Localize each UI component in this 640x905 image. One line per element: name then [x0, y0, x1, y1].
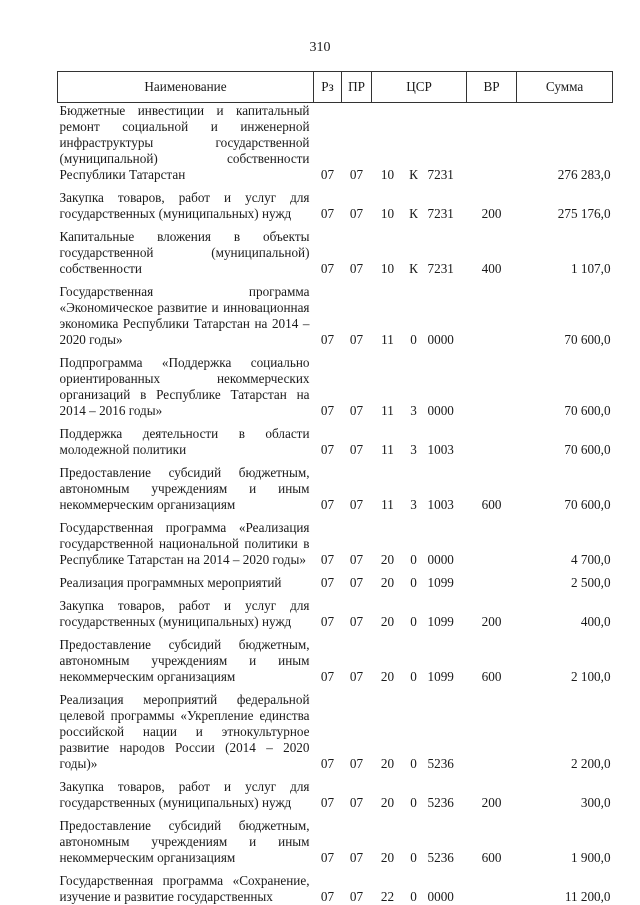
table-row [58, 426, 613, 458]
cell-csr-code: 5236 [427, 795, 454, 810]
cell-csr-code: 1003 [427, 497, 454, 512]
cell-vr: 200 [481, 206, 502, 221]
cell-csr-subprogram: 0 [410, 889, 417, 904]
header-pr: ПР [342, 72, 372, 103]
budget-table [57, 71, 613, 905]
cell-name: Реализация программных мероприятий [59, 575, 282, 590]
cell-pr: 07 [349, 206, 364, 221]
row-spacer-cell [58, 772, 613, 779]
row-spacer [58, 685, 613, 692]
cell-sum: 70 600,0 [564, 332, 611, 347]
cell-csr-subprogram: 0 [410, 332, 417, 347]
cell-csr-code: 7231 [427, 167, 454, 182]
table-row [58, 465, 613, 513]
cell-rz: 07 [320, 206, 335, 221]
cell-vr: 400 [481, 261, 502, 276]
cell-rz: 07 [320, 795, 335, 810]
cell-pr: 07 [349, 889, 364, 904]
cell-vr: 200 [481, 795, 502, 810]
header-sum: Сумма [517, 72, 613, 103]
cell-csr-program: 20 [380, 552, 395, 567]
table-row [58, 598, 613, 630]
cell-csr-code: 5236 [427, 756, 454, 771]
cell-pr: 07 [349, 442, 364, 457]
cell-csr-program: 20 [380, 614, 395, 629]
cell-rz: 07 [320, 889, 335, 904]
table-row [58, 692, 613, 772]
table-row [58, 873, 613, 905]
cell-csr-subprogram: 0 [410, 552, 417, 567]
cell-sum: 70 600,0 [564, 403, 611, 418]
cell-csr-subprogram: 0 [410, 614, 417, 629]
table-row [58, 229, 613, 277]
cell-pr: 07 [349, 795, 364, 810]
cell-csr-subprogram: К [409, 261, 418, 276]
cell-sum: 70 600,0 [564, 442, 611, 457]
cell-csr-program: 11 [381, 442, 394, 457]
cell-name: Бюджетные инвестиции и капитальный ремонт социальной и инженерной инфраструктуры государственной (муниципальной) собственности Республики Татарстан [59, 103, 310, 182]
row-spacer [58, 866, 613, 873]
cell-csr-program: 10 [380, 261, 395, 276]
row-spacer [58, 630, 613, 637]
row-spacer-cell [58, 458, 613, 465]
cell-name: Предоставление субсидий бюджетным, автономным учреждениям и иным некоммерческим организациям [59, 465, 310, 512]
row-spacer [58, 811, 613, 818]
cell-name: Предоставление субсидий бюджетным, автономным учреждениям и иным некоммерческим организациям [59, 818, 310, 865]
cell-vr [467, 355, 517, 419]
cell-sum: 300,0 [580, 795, 611, 810]
cell-rz: 07 [320, 850, 335, 865]
cell-csr-code: 0000 [427, 889, 454, 904]
cell-sum: 2 100,0 [570, 669, 611, 684]
header-vr: ВР [467, 72, 517, 103]
cell-rz: 07 [320, 261, 335, 276]
cell-csr-program: 20 [380, 850, 395, 865]
row-spacer-cell [58, 591, 613, 598]
cell-vr [467, 284, 517, 348]
cell-csr-subprogram: 0 [410, 850, 417, 865]
cell-sum: 400,0 [580, 614, 611, 629]
cell-pr: 07 [349, 403, 364, 418]
row-spacer [58, 419, 613, 426]
cell-vr [467, 520, 517, 568]
row-spacer-cell [58, 513, 613, 520]
cell-vr: 600 [481, 850, 502, 865]
cell-csr-program: 10 [380, 167, 395, 182]
cell-csr-code: 1099 [427, 575, 454, 590]
cell-name: Государственная программа «Сохранение, изучение и развитие государственных [59, 873, 310, 904]
table-row [58, 637, 613, 685]
cell-csr-code: 1003 [427, 442, 454, 457]
cell-csr-program: 20 [380, 795, 395, 810]
row-spacer-cell [58, 277, 613, 284]
cell-vr [467, 103, 517, 184]
cell-name: Реализация мероприятий федеральной целевой программы «Укрепление единства российской нации и этнокультурное развитие народов России (2014 – 2020 годы)» [59, 692, 310, 771]
table-row [58, 520, 613, 568]
cell-csr-code: 1099 [427, 669, 454, 684]
cell-rz: 07 [320, 403, 335, 418]
row-spacer [58, 568, 613, 575]
table-row [58, 103, 613, 184]
table-row [58, 355, 613, 419]
cell-csr-program: 10 [380, 206, 395, 221]
cell-vr: 600 [481, 669, 502, 684]
cell-csr-subprogram: 3 [410, 403, 417, 418]
row-spacer [58, 458, 613, 465]
cell-pr: 07 [349, 167, 364, 182]
cell-rz: 07 [320, 332, 335, 347]
cell-csr-code: 0000 [427, 552, 454, 567]
row-spacer-cell [58, 630, 613, 637]
cell-pr: 07 [349, 669, 364, 684]
cell-csr-program: 20 [380, 669, 395, 684]
cell-sum: 11 200,0 [564, 889, 611, 904]
cell-sum: 1 107,0 [570, 261, 611, 276]
table-row [58, 779, 613, 811]
cell-vr [467, 873, 517, 905]
cell-csr-subprogram: 0 [410, 756, 417, 771]
cell-sum: 275 176,0 [557, 206, 611, 221]
cell-name: Закупка товаров, работ и услуг для государственных (муниципальных) нужд [59, 598, 310, 629]
cell-rz: 07 [320, 614, 335, 629]
row-spacer-cell [58, 183, 613, 190]
row-spacer [58, 222, 613, 229]
row-spacer-cell [58, 866, 613, 873]
cell-csr-program: 11 [381, 332, 394, 347]
header-csr: ЦСР [372, 72, 467, 103]
table-header [58, 72, 613, 103]
cell-pr: 07 [349, 614, 364, 629]
cell-pr: 07 [349, 552, 364, 567]
cell-csr-subprogram: 0 [410, 795, 417, 810]
row-spacer [58, 513, 613, 520]
cell-rz: 07 [320, 756, 335, 771]
cell-vr [467, 426, 517, 458]
cell-csr-subprogram: 3 [410, 442, 417, 457]
cell-rz: 07 [320, 669, 335, 684]
cell-csr-subprogram: 3 [410, 497, 417, 512]
cell-rz: 07 [320, 442, 335, 457]
cell-name: Подпрограмма «Поддержка социально ориентированных некоммерческих организаций в Республике Татарстан на 2014 – 2016 годы» [59, 355, 310, 418]
row-spacer-cell [58, 811, 613, 818]
cell-csr-code: 5236 [427, 850, 454, 865]
cell-name: Капитальные вложения в объекты государственной (муниципальной) собственности [59, 229, 310, 276]
cell-pr: 07 [349, 497, 364, 512]
row-spacer [58, 348, 613, 355]
row-spacer-cell [58, 348, 613, 355]
cell-pr: 07 [349, 332, 364, 347]
header-rz: Рз [314, 72, 342, 103]
cell-sum: 276 283,0 [557, 167, 611, 182]
page-number: 310 [309, 40, 331, 55]
cell-csr-subprogram: 0 [410, 669, 417, 684]
cell-csr-program: 11 [381, 497, 394, 512]
cell-pr: 07 [349, 575, 364, 590]
cell-vr [467, 575, 517, 591]
cell-name: Предоставление субсидий бюджетным, автономным учреждениям и иным некоммерческим организациям [59, 637, 310, 684]
cell-csr-code: 0000 [427, 332, 454, 347]
row-spacer [58, 772, 613, 779]
table-row [58, 575, 613, 591]
table-row [58, 190, 613, 222]
cell-csr-code: 1099 [427, 614, 454, 629]
cell-vr [467, 692, 517, 772]
table-row [58, 818, 613, 866]
cell-pr: 07 [349, 756, 364, 771]
table-row [58, 284, 613, 348]
cell-name: Поддержка деятельности в области молодежной политики [59, 426, 310, 457]
row-spacer-cell [58, 222, 613, 229]
cell-rz: 07 [320, 575, 335, 590]
row-spacer-cell [58, 568, 613, 575]
cell-csr-code: 7231 [427, 261, 454, 276]
cell-csr-program: 11 [381, 403, 394, 418]
cell-vr: 200 [481, 614, 502, 629]
table-body [58, 103, 613, 905]
cell-csr-subprogram: К [409, 206, 418, 221]
cell-csr-code: 0000 [427, 403, 454, 418]
cell-csr-program: 22 [380, 889, 395, 904]
cell-vr: 600 [481, 497, 502, 512]
cell-name: Государственная программа «Реализация государственной национальной политики в Республике Татарстан на 2014 – 2020 годы» [59, 520, 310, 567]
cell-csr-program: 20 [380, 756, 395, 771]
row-spacer [58, 591, 613, 598]
cell-csr-subprogram: К [409, 167, 418, 182]
header-name: Наименование [58, 72, 314, 103]
cell-sum: 2 500,0 [570, 575, 611, 590]
cell-csr-code: 7231 [427, 206, 454, 221]
cell-sum: 1 900,0 [570, 850, 611, 865]
row-spacer [58, 183, 613, 190]
cell-name: Закупка товаров, работ и услуг для государственных (муниципальных) нужд [59, 779, 310, 810]
cell-csr-program: 20 [380, 575, 395, 590]
cell-name: Государственная программа «Экономическое развитие и инновационная экономика Республики Татарстан на 2014 – 2020 годы» [59, 284, 310, 347]
cell-csr-subprogram: 0 [410, 575, 417, 590]
cell-rz: 07 [320, 552, 335, 567]
cell-pr: 07 [349, 261, 364, 276]
cell-sum: 2 200,0 [570, 756, 611, 771]
cell-name: Закупка товаров, работ и услуг для государственных (муниципальных) нужд [59, 190, 310, 221]
cell-sum: 4 700,0 [570, 552, 611, 567]
row-spacer [58, 277, 613, 284]
cell-rz: 07 [320, 497, 335, 512]
cell-rz: 07 [320, 167, 335, 182]
row-spacer-cell [58, 685, 613, 692]
cell-pr: 07 [349, 850, 364, 865]
cell-sum: 70 600,0 [564, 497, 611, 512]
row-spacer-cell [58, 419, 613, 426]
